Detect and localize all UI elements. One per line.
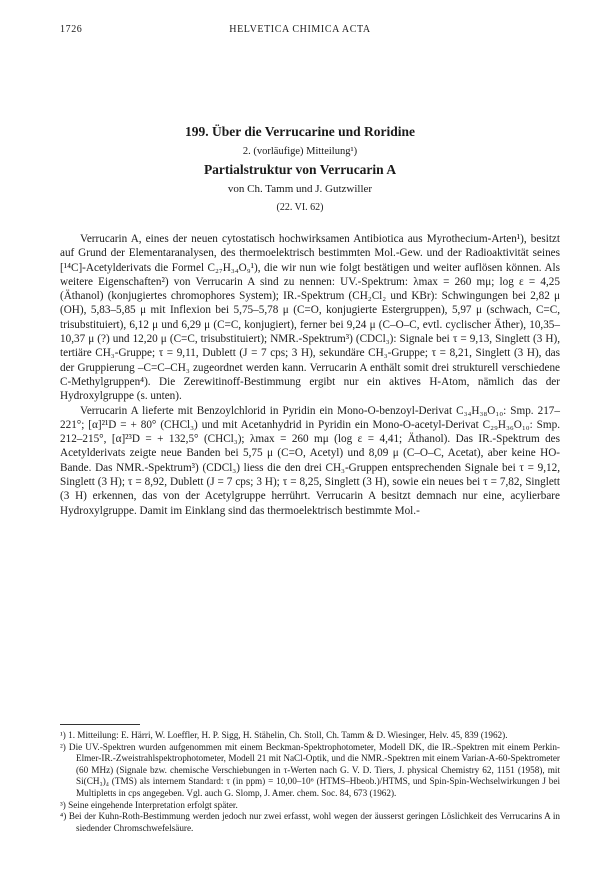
article-heading: Partialstruktur von Verrucarin A	[203, 162, 397, 177]
footnote: ¹) 1. Mitteilung: E. Härri, W. Loeffler, H. P. Sigg, H. Stähelin, Ch. Stoll, Ch. Tamm & D. Wiesinger, Helv. 45, 839 (1962).	[60, 730, 508, 740]
article-body	[60, 232, 560, 518]
body-paragraph: Verrucarin A lieferte mit Benzoylchlorid in Pyridin ein Mono-O-benzoyl-Derivat C₃₄H₃₈O₁₀: Smp. 217–221°; [α]²¹D = + 80° (CHCl₃) und mit Acetanhydrid in Pyridin ein Mono-O-acetyl-Derivat C₂₉H₃₆O₁₀: Smp. 212–215°, [α]²³D = + 132,5° (CHCl₃); λmax = 260 mμ (log ε = 4,41; Äthanol). Das IR.-Spektrum des Acetylderivats zeigte neue Banden bei 5,75 μ (C=O, Acetyl) und 8,09 μ (C–O–C, Acetat), aber keine HO-Bande. Das NMR.-Spektrum³) (CDCl₃) liess die den drei CH₃-Gruppen entsprechenden Signale bei τ = 9,12, Singlett (3 H); τ = 8,92, Dublett (J = 7 cps; 3 H); τ = 8,25, Singlett (3 H), sowie ein neues bei τ = 7,82, Singlett (3 H) erkennen, das von der Acetylgruppe herrührt. Verrucarin A besitzt demnach nur eine, acylierbare Hydroxylgruppe. Damit im Einklang sind das thermoelektrisch bestimmte Mol.-	[60, 404, 560, 517]
footnote-divider	[60, 724, 140, 725]
footnote: ²) Die UV.-Spektren wurden aufgenommen mit einem Beckman-Spektrophotometer, Modell DK, die IR.-Spektren mit einem Perkin-Elmer-IR.-Zweistrahlspektrophotometer, Modell 21 mit NaCl-Optik, und die NMR.-Spektren mit einem Varian-A-60-Spektrometer (60 MHz) (Signale bzw. chemische Verschiebungen in τ-Werten nach G. V. D. Tiers, J. physical Chemistry 62, 1151 (1958), mit Si(CH₃)₄ (TMS) als internem Standard: τ (in ppm) = 10,00–10⁶ (HTMS–Hbeob.)/HTMS, und Spin-Spin-Wechselwirkungen J bei Multipletts in cps angegeben. Vgl. auch G. Slomp, J. Amer. chem. Soc. 84, 673 (1962).	[60, 741, 560, 798]
page-number: 1726	[60, 24, 83, 35]
running-header	[60, 24, 540, 40]
footnote: ³) Seine eingehende Interpretation erfolgt später.	[60, 799, 238, 810]
footnotes	[60, 730, 560, 834]
body-paragraph: Verrucarin A, eines der neuen cytostatisch hochwirksamen Antibiotica aus Myrothecium-Arten¹), besitzt auf Grund der Elementaranalysen, des thermoelektrisch bestimmten Mol.-Gew. und der Radioaktivität seines [¹⁴C]-Acetylderivats die Formel C₂₇H₃₄O₉¹), die wir nun wie folgt bestätigen und weiter auflösen können. Als weitere Eigenschaften²) von Verrucarin A sind zu nennen: UV.-Spektrum: λmax = 260 mμ; log ε = 4,25 (Äthanol) (konjugiertes chromophores System); IR.-Spektrum (CH₂Cl₂ und KBr): Schwingungen bei 2,82 μ (OH), 5,83–5,85 μ mit Inflexion bei 5,75–5,78 μ (C=O, konjugierte Estergruppen), 5,97 μ (schwach, C=C, trisubstituiert), 6,12 μ und 6,29 μ (C=C, konjugiert), ferner bei 9,24 μ (C–O–C, evtl. cyclischer Äther), 10,35–10,37 μ (?) und 12,20 μ (C=C, trisubstituiert); NMR.-Spektrum³) (CDCl₃): Signale bei τ = 9,13, Singlett (3 H), tertiäre CH₃-Gruppe; τ = 9,11, Dublett (J = 7 cps; 3 H), sekundäre CH₃-Gruppe; τ = 8,21, Singlett (3 H), das der Gruppierung –C=C–CH₃ zugeordnet werden kann. Verrucarin A enthält somit drei strukturell verschiedene C-Methylgruppen⁴). Die Zerewitinoff-Bestimmung ergibt nur ein aktives H-Atom, nämlich das der Hydroxylgruppe (s. unten).	[60, 233, 560, 403]
article-title: 199. Über die Verrucarine und Roridine	[184, 124, 415, 139]
article-subtitle: 2. (vorläufige) Mitteilung¹)	[242, 146, 358, 157]
footnote: ⁴) Bei der Kuhn-Roth-Bestimmung werden jedoch nur zwei erfasst, wohl wegen der äusserst geringen Löslichkeit des Verrucarins A in siedender Chromschwefelsäure.	[60, 811, 560, 833]
article-authors: von Ch. Tamm und J. Gutzwiller	[227, 183, 373, 195]
article-date: (22. VI. 62)	[276, 202, 324, 213]
journal-name: HELVETICA CHIMICA ACTA	[229, 24, 371, 35]
